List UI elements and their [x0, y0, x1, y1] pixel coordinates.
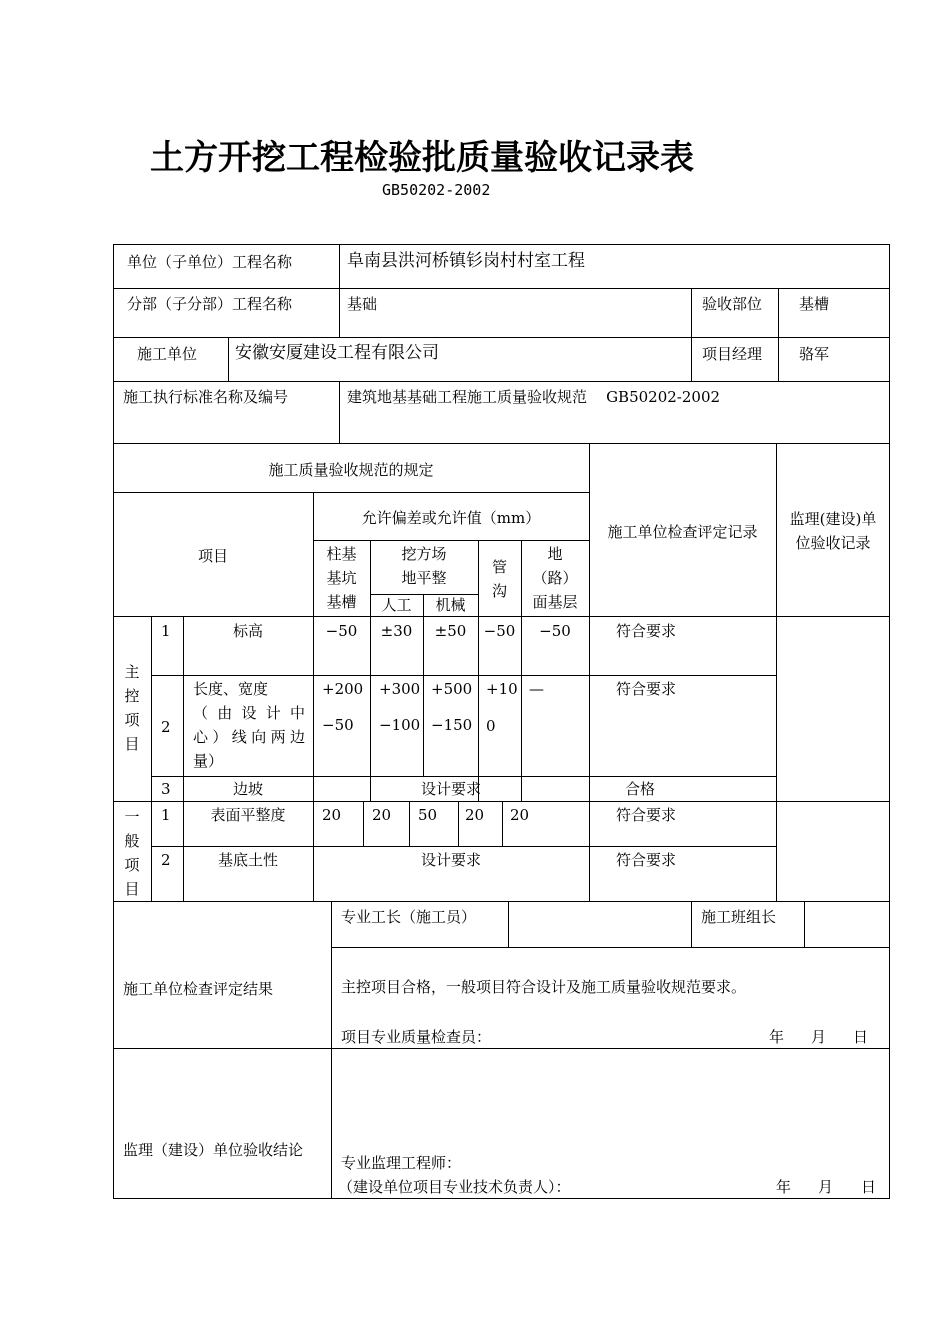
- contractor-value: 安徽安厦建设工程有限公司: [235, 343, 439, 363]
- document-title: 土方开挖工程检验批质量验收记录表: [150, 138, 694, 178]
- main-row3-check: 合格: [625, 780, 656, 798]
- contractor-month: 月: [811, 1028, 827, 1046]
- supervisor-year: 年: [776, 1178, 792, 1196]
- item-header: 项目: [197, 547, 228, 565]
- acceptance-record-table: [113, 244, 890, 1199]
- supervisor-check-header: [776, 507, 890, 555]
- main-row2-name-line3: 心）线向两边: [193, 728, 305, 746]
- manager-value: 骆军: [799, 345, 830, 363]
- general-row2-name: 基底土性: [217, 851, 278, 869]
- general-row1-v3: 50: [418, 806, 438, 824]
- sub-project-label: 分部（子分部）工程名称: [127, 295, 293, 313]
- acceptance-part-value: 基槽: [799, 295, 830, 313]
- main-row1-name: 标高: [232, 622, 263, 640]
- general-row1-no: 1: [161, 806, 171, 824]
- col-level: [370, 542, 478, 590]
- main-row2-v1b: −50: [322, 716, 354, 734]
- sub-project-value: 基础: [347, 295, 378, 313]
- main-group-char3: 项: [124, 711, 140, 729]
- main-row2-v4a: +10: [486, 680, 518, 698]
- col-ground: [521, 542, 589, 614]
- col-ground-line3: 面基层: [532, 593, 578, 611]
- spec-header: 施工质量验收规范的规定: [268, 461, 434, 479]
- main-row2-name-line4: 量）: [193, 752, 224, 770]
- main-row1-v3: ±50: [434, 622, 467, 640]
- main-row2-v1a: +200: [322, 680, 364, 698]
- standard-label: 施工执行标准名称及编号: [123, 388, 289, 406]
- main-row2-v2a: +300: [379, 680, 421, 698]
- supervisor-check-line1: 监理(建设)单: [789, 510, 877, 528]
- main-row2-name: [193, 677, 305, 773]
- contractor-check-header: 施工单位检查评定记录: [607, 523, 758, 541]
- general-group-char2: 般: [124, 832, 140, 850]
- inspector-label: 项目专业质量检查员：: [341, 1028, 492, 1046]
- supervisor-check-line2: 位验收记录: [795, 534, 871, 552]
- standard-code: GB50202-2002: [382, 181, 491, 199]
- contractor-label: 施工单位: [137, 345, 198, 363]
- manager-label: 项目经理: [702, 345, 763, 363]
- general-row1-v2: 20: [372, 806, 392, 824]
- col-level-line2: 地平整: [401, 569, 447, 587]
- unit-project-label: 单位（子单位）工程名称: [127, 253, 293, 271]
- col-pile: [313, 542, 370, 614]
- main-row1-no: 1: [161, 622, 171, 640]
- main-row1-v1: −50: [325, 622, 358, 640]
- col-level-line1: 挖方场: [401, 545, 447, 563]
- general-items-group-label: [113, 805, 151, 901]
- standard-value: 建筑地基基础工程施工质量验收规范 GB50202-2002: [347, 388, 721, 406]
- main-items-group-label: [113, 660, 151, 756]
- main-row2-v2b: −100: [379, 716, 421, 734]
- supervisor-month: 月: [818, 1178, 834, 1196]
- foreman-label: 专业工长（施工员）: [341, 908, 477, 926]
- main-row2-check: 符合要求: [616, 680, 677, 698]
- main-row1-check: 符合要求: [616, 622, 677, 640]
- general-group-char4: 目: [124, 880, 140, 898]
- col-pile-line3: 基槽: [326, 593, 357, 611]
- main-row2-name-line1: 长度、宽度: [193, 680, 269, 698]
- main-row3-spec: 设计要求: [420, 780, 481, 798]
- supervisor-day: 日: [861, 1178, 877, 1196]
- team-leader-label: 施工班组长: [701, 908, 777, 926]
- main-row2-v4b: 0: [486, 717, 496, 735]
- main-row1-v2: ±30: [380, 622, 413, 640]
- general-row2-check: 符合要求: [616, 851, 677, 869]
- col-manual: 人工: [381, 596, 412, 614]
- main-row3-name: 边坡: [232, 780, 263, 798]
- supervisor-engineer-label: 专业监理工程师：: [341, 1154, 462, 1172]
- general-row1-v5: 20: [510, 806, 530, 824]
- contractor-conclusion: 主控项目合格，一般项目符合设计及施工质量验收规范要求。: [341, 978, 747, 996]
- contractor-result-label: 施工单位检查评定结果: [123, 980, 274, 998]
- col-ground-line1: 地: [547, 545, 563, 563]
- general-row1-check: 符合要求: [616, 806, 677, 824]
- col-ground-line2: （路）: [532, 569, 578, 587]
- main-row1-v4: −50: [483, 622, 516, 640]
- main-group-char1: 主: [124, 663, 140, 681]
- general-row2-spec: 设计要求: [420, 851, 481, 869]
- col-pipe: [478, 555, 521, 603]
- main-row2-v5: —: [529, 680, 544, 698]
- main-row2-v3b: −150: [431, 716, 473, 734]
- col-pile-line1: 柱基: [326, 545, 357, 563]
- general-group-char3: 项: [124, 856, 140, 874]
- general-row1-v1: 20: [322, 806, 342, 824]
- contractor-year: 年: [769, 1028, 785, 1046]
- supervisor-result-label: 监理（建设）单位验收结论: [123, 1141, 304, 1159]
- col-pile-line2: 基坑: [326, 569, 357, 587]
- main-row2-name-line2: （由设计中: [193, 704, 305, 722]
- main-group-char2: 控: [124, 687, 140, 705]
- general-group-char1: 一: [124, 808, 140, 826]
- main-row3-no: 3: [161, 780, 171, 798]
- main-row2-no: 2: [161, 718, 171, 736]
- main-group-char4: 目: [124, 735, 140, 753]
- col-machine: 机械: [435, 596, 466, 614]
- main-row2-v3a: +500: [431, 680, 473, 698]
- general-row2-no: 2: [161, 851, 171, 869]
- col-pipe-line2: 沟: [491, 582, 507, 600]
- main-row1-v5: −50: [539, 622, 571, 640]
- general-row1-v4: 20: [465, 806, 485, 824]
- unit-project-value: 阜南县洪河桥镇钐岗村村室工程: [347, 251, 585, 271]
- general-row1-name: 表面平整度: [210, 806, 286, 824]
- tolerance-header: 允许偏差或允许值（mm）: [361, 509, 541, 527]
- acceptance-part-label: 验收部位: [702, 295, 763, 313]
- contractor-day: 日: [853, 1028, 869, 1046]
- owner-representative-label: （建设单位项目专业技术负责人）：: [338, 1178, 571, 1196]
- col-pipe-line1: 管: [491, 558, 507, 576]
